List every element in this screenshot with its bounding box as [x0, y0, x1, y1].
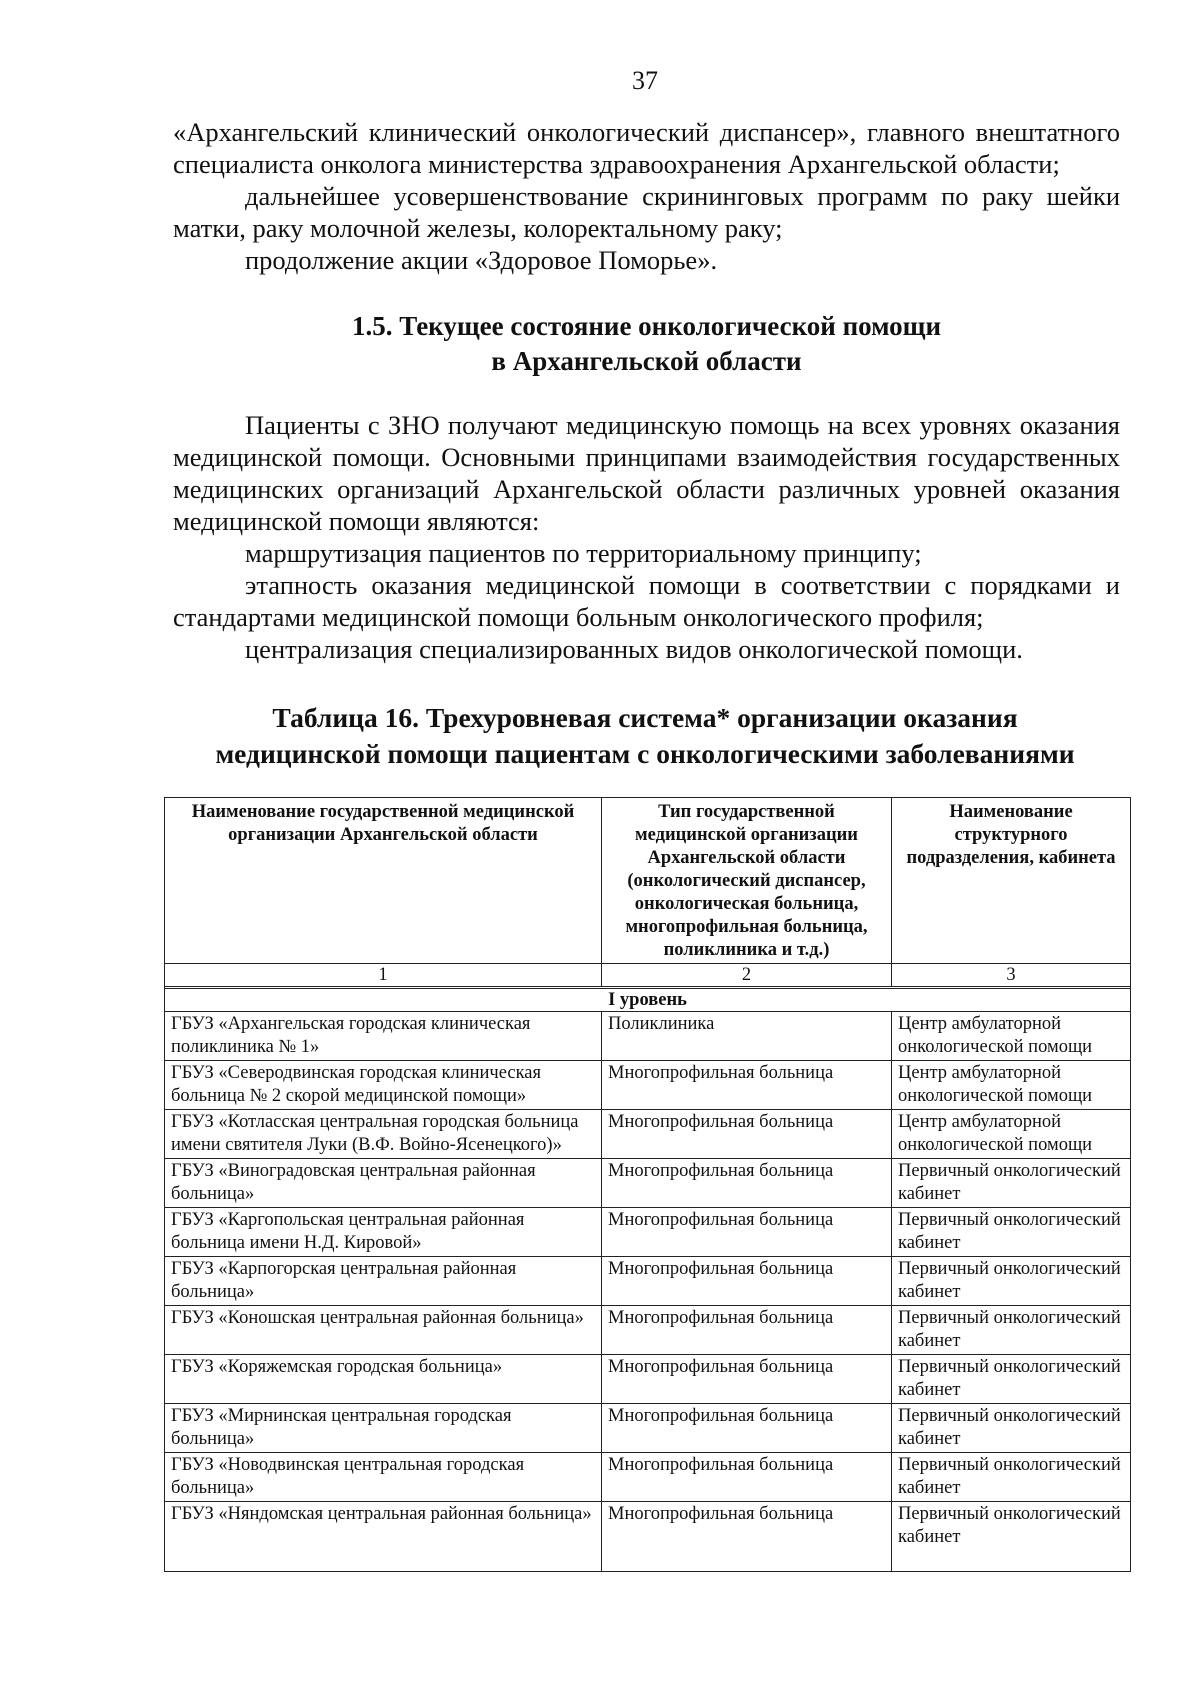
paragraph-centralization: централизация специализированных видов онкологической помощи.: [245, 634, 1023, 664]
cell-unit-name: Первичный онкологический кабинет: [892, 1453, 1131, 1502]
cell-unit-name: Первичный онкологический кабинет: [892, 1159, 1131, 1208]
table-row: [165, 1110, 1131, 1159]
oncology-levels-table: [164, 797, 1131, 1572]
cell-unit-name: Первичный онкологический кабинет: [892, 1257, 1131, 1306]
cell-unit-name: Первичный онкологический кабинет: [892, 1502, 1131, 1572]
header-unit-name: Наименование структурного подразделения, кабинета: [892, 798, 1131, 964]
table-title: [150, 700, 1140, 772]
table-title-line1: Таблица 16. Трехуровневая система* организации оказания: [272, 702, 1018, 733]
cell-unit-name: Первичный онкологический кабинет: [892, 1355, 1131, 1404]
cell-organization-name: ГБУЗ «Карпогорская центральная районная больница»: [165, 1257, 602, 1306]
table-row: [165, 1306, 1131, 1355]
cell-organization-name: ГБУЗ «Северодвинская городская клиническая больница № 2 скорой медицинской помощи»: [165, 1061, 602, 1110]
section-heading-line1: 1.5. Текущее состояние онкологической помощи: [351, 311, 942, 341]
cell-organization-type: Многопрофильная больница: [602, 1306, 892, 1355]
cell-unit-name: Первичный онкологический кабинет: [892, 1404, 1131, 1453]
level-row: [165, 989, 1131, 1012]
table-row: [165, 1453, 1131, 1502]
cell-organization-type: Многопрофильная больница: [602, 1061, 892, 1110]
header-organization-type: Тип государственной медицинской организации Архангельской области (онкологический диспансер, онкологическая больница, многопрофильная больница, поликлиника и т.д.): [602, 798, 892, 964]
cell-organization-name: ГБУЗ «Котласская центральная городская больница имени святителя Луки (В.Ф. Войно-Ясенецкого)»: [165, 1110, 602, 1159]
table-row: [165, 1012, 1131, 1061]
cell-organization-type: Многопрофильная больница: [602, 1404, 892, 1453]
paragraph-patients: Пациенты с ЗНО получают медицинскую помощь на всех уровнях оказания медицинской помощи. Основными принципами взаимодействия государственных медицинских организаций Архангельской области различных уровней оказания медицинской помощи являются:: [173, 410, 1120, 536]
cell-organization-name: ГБУЗ «Виноградовская центральная районная больница»: [165, 1159, 602, 1208]
table-row: [165, 1061, 1131, 1110]
cell-organization-type: Многопрофильная больница: [602, 1257, 892, 1306]
cell-organization-type: Поликлиника: [602, 1012, 892, 1061]
cell-organization-name: ГБУЗ «Новодвинская центральная городская больница»: [165, 1453, 602, 1502]
table-row: [165, 1404, 1131, 1453]
table-row: [165, 1257, 1131, 1306]
section-heading-line2: в Архангельской области: [491, 346, 802, 376]
paragraph-routing: маршрутизация пациентов по территориальному принципу;: [245, 538, 922, 568]
cell-unit-name: Первичный онкологический кабинет: [892, 1208, 1131, 1257]
section-heading: [173, 309, 1120, 379]
cell-organization-name: ГБУЗ «Коряжемская городская больница»: [165, 1355, 602, 1404]
table-title-line2: медицинской помощи пациентам с онкологическими заболеваниями: [215, 738, 1075, 769]
cell-organization-type: Многопрофильная больница: [602, 1110, 892, 1159]
paragraph-stages: этапность оказания медицинской помощи в соответствии с порядками и стандартами медицинской помощи больным онкологического профиля;: [173, 570, 1120, 632]
cell-organization-name: ГБУЗ «Мирнинская центральная городская больница»: [165, 1404, 602, 1453]
page-number: 37: [632, 66, 658, 95]
table-row: [165, 1159, 1131, 1208]
cell-organization-name: ГБУЗ «Коношская центральная районная больница»: [165, 1306, 602, 1355]
cell-unit-name: Центр амбулаторной онкологической помощи: [892, 1061, 1131, 1110]
table-row: [165, 1502, 1131, 1572]
table-header-row: [165, 798, 1131, 964]
paragraph-campaign: продолжение акции «Здоровое Поморье».: [245, 245, 718, 275]
paragraph-screening: дальнейшее усовершенствование скрининговых программ по раку шейки матки, раку молочной железы, колоректальному раку;: [173, 181, 1120, 243]
cell-unit-name: Первичный онкологический кабинет: [892, 1306, 1131, 1355]
table-body: [165, 964, 1131, 1572]
cell-organization-name: ГБУЗ «Архангельская городская клиническая поликлиника № 1»: [165, 1012, 602, 1061]
cell-organization-type: Многопрофильная больница: [602, 1208, 892, 1257]
paragraph-continuation: «Архангельский клинический онкологический диспансер», главного внештатного специалиста онколога министерства здравоохранения Архангельской области;: [173, 117, 1120, 179]
table-row: [165, 1355, 1131, 1404]
cell-organization-name: ГБУЗ «Няндомская центральная районная больница»: [165, 1502, 602, 1572]
header-organization-name: Наименование государственной медицинской организации Архангельской области: [165, 798, 602, 964]
column-number-row: [165, 964, 1131, 987]
cell-organization-name: ГБУЗ «Каргопольская центральная районная больница имени Н.Д. Кировой»: [165, 1208, 602, 1257]
cell-organization-type: Многопрофильная больница: [602, 1453, 892, 1502]
column-number-3: 3: [892, 964, 1131, 987]
table-row: [165, 1208, 1131, 1257]
level-label: I уровень: [165, 989, 1131, 1012]
cell-organization-type: Многопрофильная больница: [602, 1159, 892, 1208]
cell-organization-type: Многопрофильная больница: [602, 1502, 892, 1572]
cell-organization-type: Многопрофильная больница: [602, 1355, 892, 1404]
cell-unit-name: Центр амбулаторной онкологической помощи: [892, 1110, 1131, 1159]
cell-unit-name: Центр амбулаторной онкологической помощи: [892, 1012, 1131, 1061]
column-number-2: 2: [602, 964, 892, 987]
column-number-1: 1: [165, 964, 602, 987]
